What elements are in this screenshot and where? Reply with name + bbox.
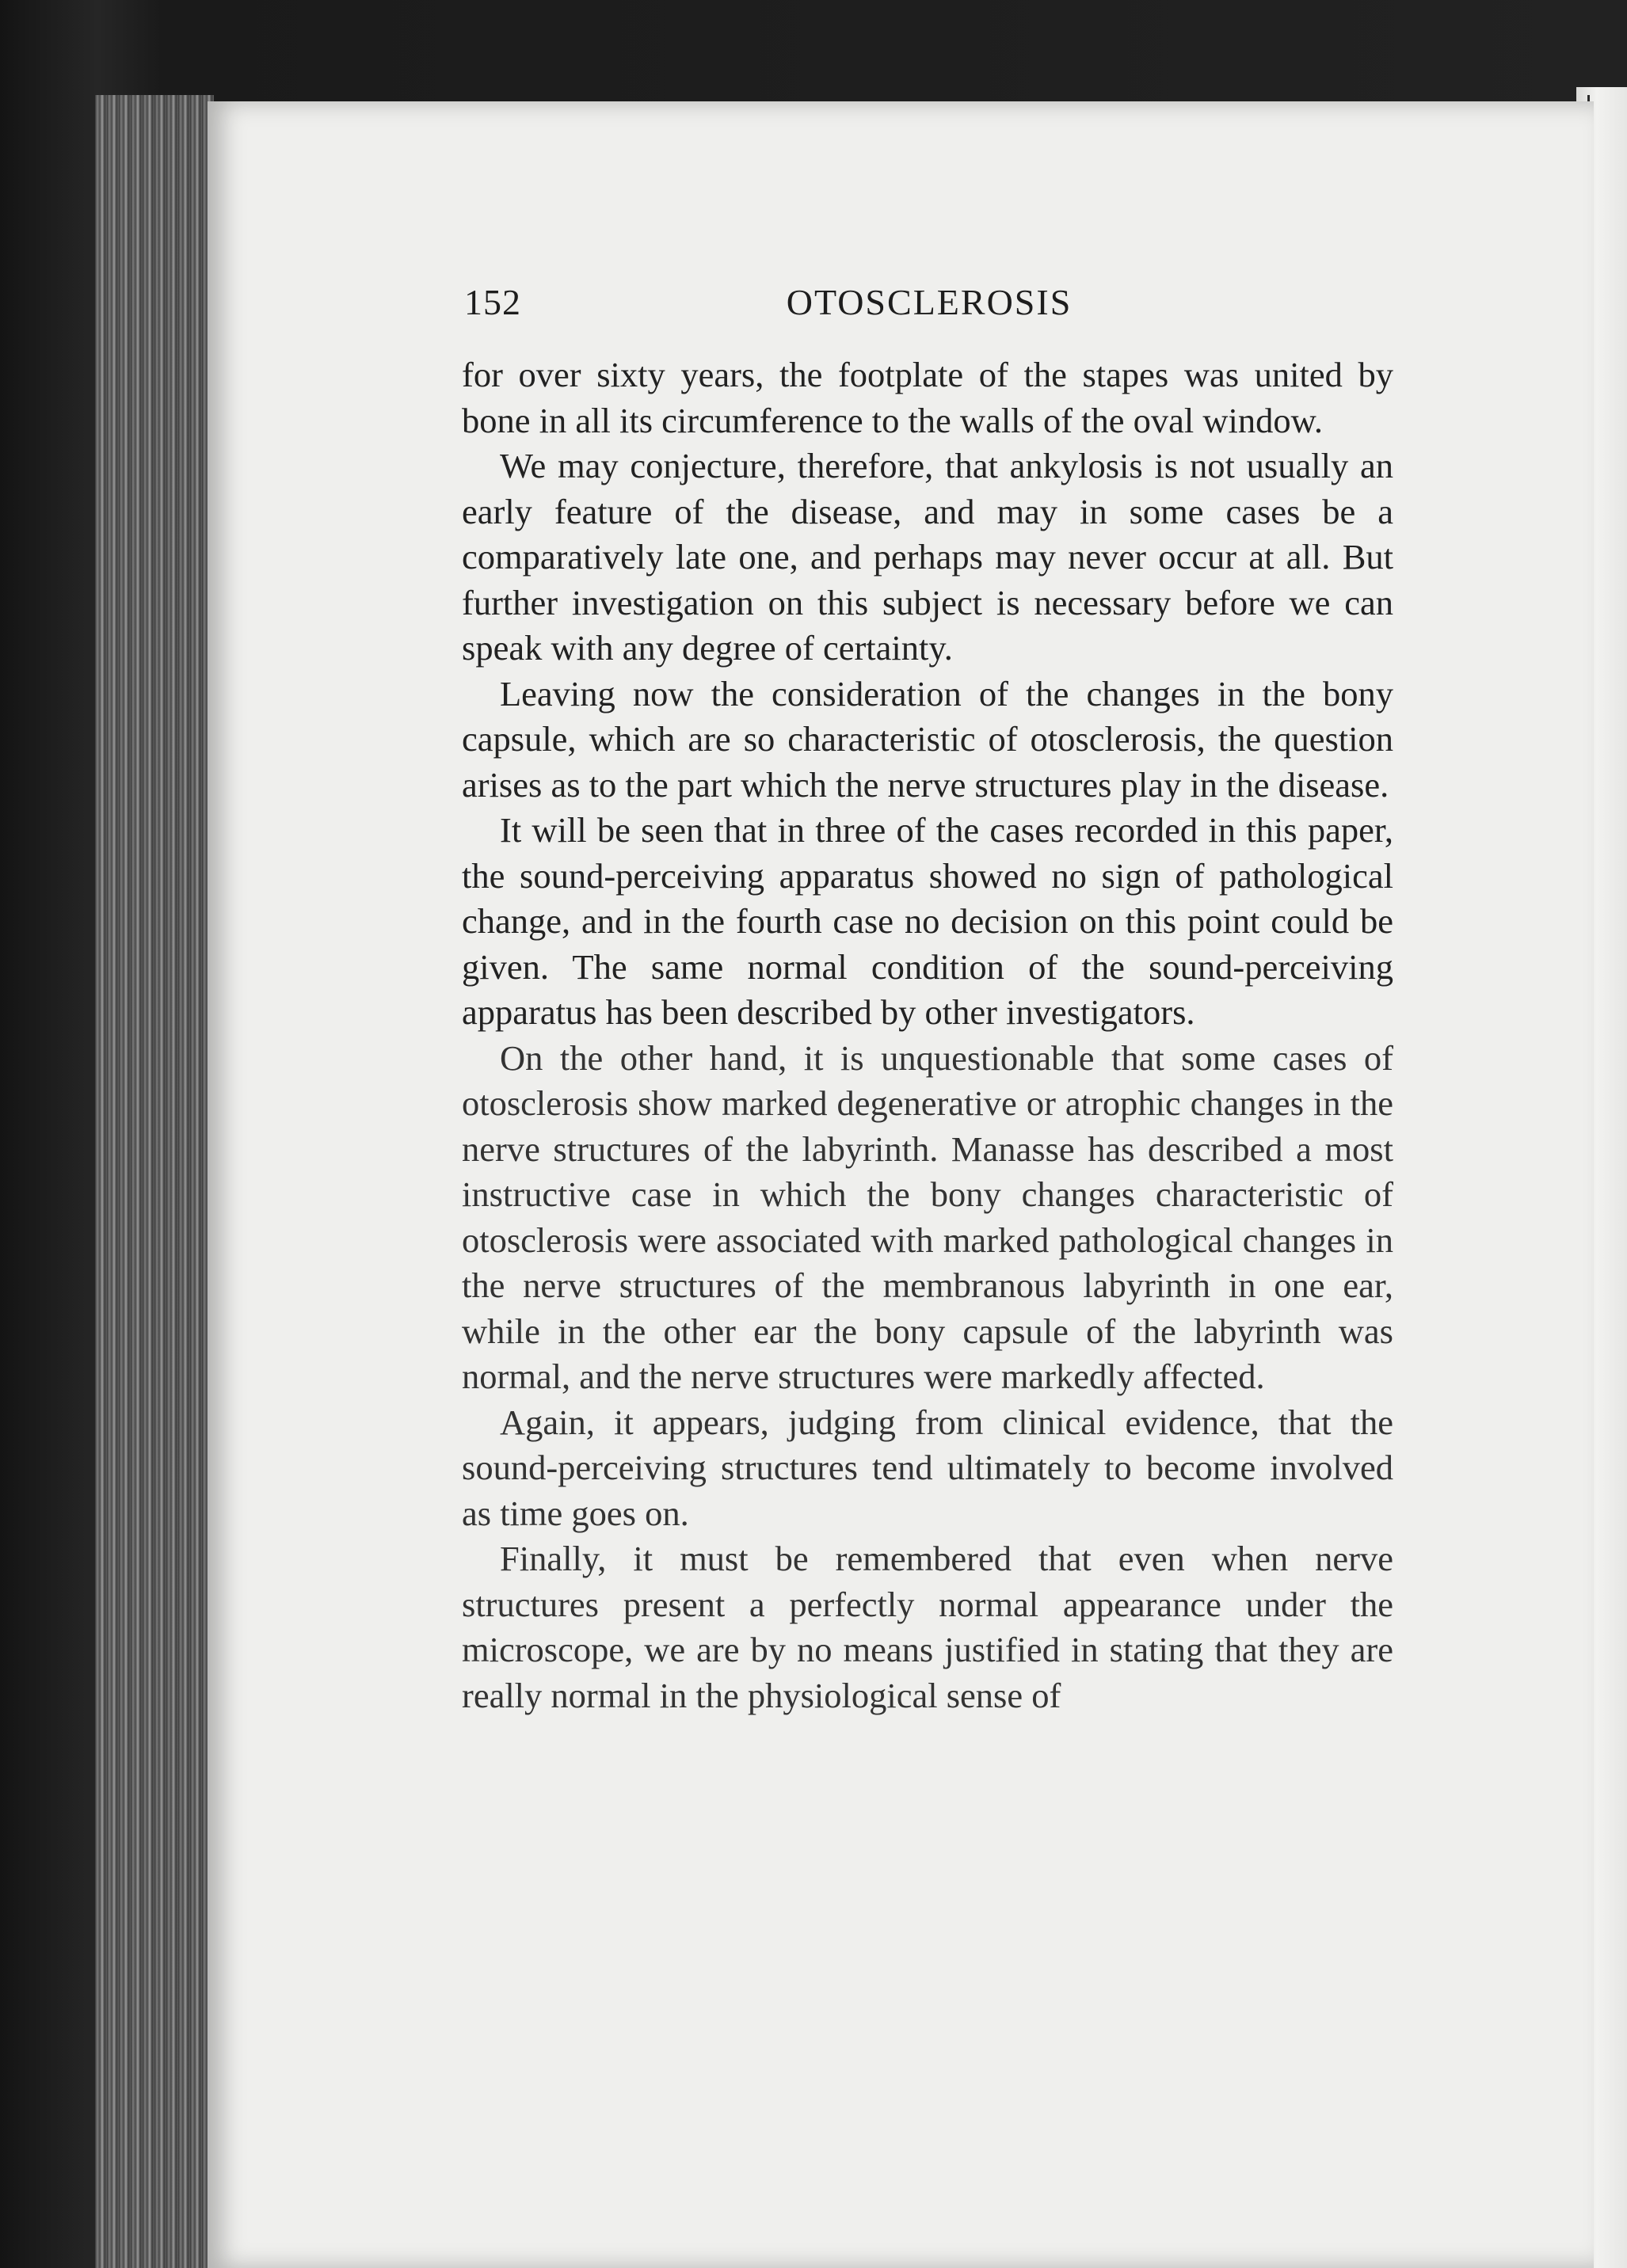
paragraph-nerve-structures-question: Leaving now the consideration of the changes in the bony capsule, which are so characteristic of otosclerosis, the question arises as to the part which the nerve structures play in the disease. (462, 673, 1393, 805)
running-head (464, 281, 1394, 329)
paragraph-clinical-evidence: Again, it appears, judging from clinical evidence, that the sound-perceiving structures tend ultimately to become involved as time goes on. (462, 1402, 1393, 1533)
paragraph-microscope: Finally, it must be remembered that even when nerve structures present a perfectly normal appearance under the microscope, we are by no means justified in stating that they are really normal in the physiological sense of (462, 1539, 1393, 1715)
body-text (462, 352, 1393, 1718)
paragraph-degenerative-changes: On the other hand, it is unquestionable that some cases of otosclerosis show marked degenerative or atrophic changes in the nerve structures of the labyrinth. Manasse has described a most instructive case in which the bony changes characteristic of otosclerosis were associated with marked pathological changes in the nerve structures of the membranous labyrinth in one ear, while in the other ear the bony capsule of the labyrinth was normal, and the nerve structures were markedly affected. (462, 1037, 1393, 1396)
paragraph-continued: for over sixty years, the footplate of the stapes was united by bone in all its circumference to the walls of the oval window. (462, 355, 1393, 440)
paragraph-cases-recorded: It will be seen that in three of the cases recorded in this paper, the sound-perceiving apparatus showed no sign of pathological change, and in the fourth case no decision on this point could be given. The same normal condition of the sound-perceiving apparatus has been described by other investigators. (462, 810, 1393, 1032)
page-title: OTOSCLEROSIS (786, 282, 1073, 322)
book-page-edges (95, 95, 214, 2268)
page-number: 152 (464, 282, 521, 322)
paragraph-ankylosis: We may conjecture, therefore, that ankylosis is not usually an early feature of the disease, and may in some cases be a comparatively late one, and perhaps may never occur at all. But further investigation on this subject is necessary before we can speak with any degree of certainty. (462, 446, 1393, 668)
